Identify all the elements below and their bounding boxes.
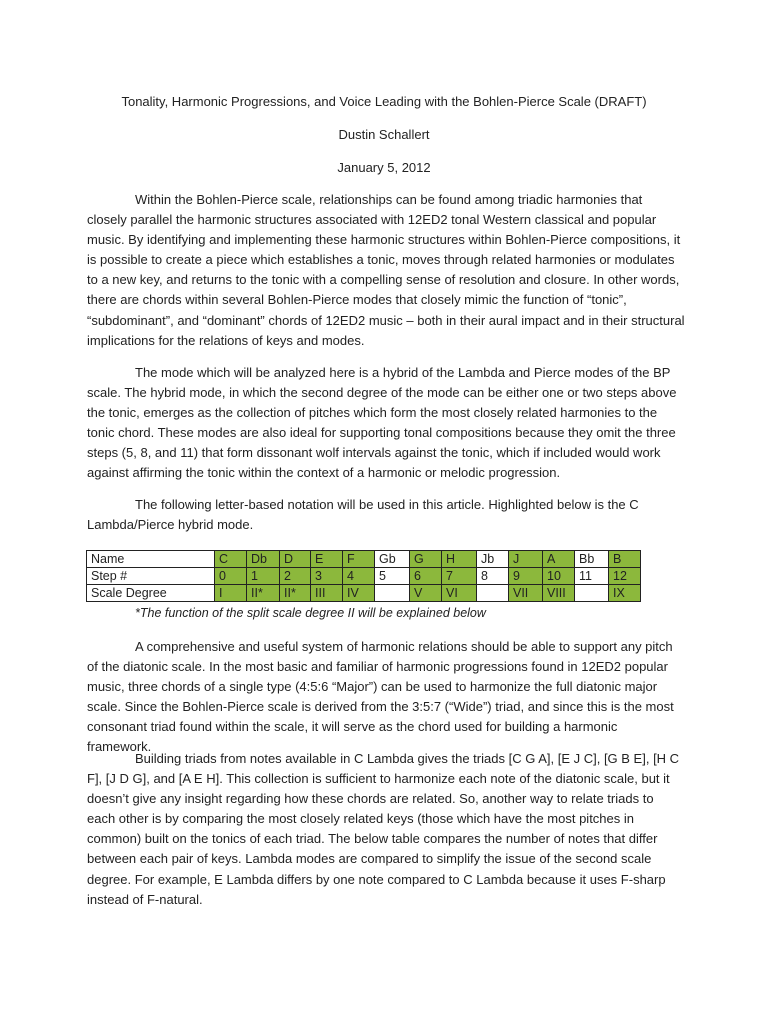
table-row-step xyxy=(87,568,641,585)
document-title: Tonality, Harmonic Progressions, and Voice Leading with the Bohlen-Pierce Scale (DRAFT) xyxy=(121,94,647,109)
step-number-cell: 5 xyxy=(375,568,410,585)
note-name-cell: A xyxy=(543,551,575,568)
step-number-cell: 2 xyxy=(280,568,311,585)
step-number-cell: 11 xyxy=(575,568,609,585)
step-number-cell: 8 xyxy=(477,568,509,585)
note-name-cell: C xyxy=(215,551,247,568)
step-number-cell: 10 xyxy=(543,568,575,585)
scale-degree-cell: IV xyxy=(343,585,375,602)
table-footnote: *The function of the split scale degree II will be explained below xyxy=(135,606,486,620)
note-name-cell: D xyxy=(280,551,311,568)
table-row-scale-degree xyxy=(87,585,641,602)
step-number-cell: 7 xyxy=(442,568,477,585)
step-number-cell: 1 xyxy=(247,568,280,585)
note-name-cell: E xyxy=(311,551,343,568)
step-number-cell: 0 xyxy=(215,568,247,585)
note-name-cell: J xyxy=(509,551,543,568)
paragraph-triads: Building triads from notes available in C Lambda gives the triads [C G A], [E J C], [G B E], [H C F], [J D G], and [A E H]. This collection is sufficient to harmonize each note of the diatonic scale, but it doesn’t give any insight regarding how these chords are related. So, another way to relate triads to each other is by comparing the most closely related keys (those which have the most pitches in common) built on the tonics of each triad. The below table compares the number of notes that differ between each pair of keys. Lambda modes are compared to simplify the issue of the second scale degree. For example, E Lambda differs by one note compared to C Lambda because it uses F-sharp instead of F-natural. xyxy=(87,751,680,907)
scale-degree-cell: IX xyxy=(609,585,641,602)
row-label-cell: Scale Degree xyxy=(87,585,215,602)
note-name-cell: H xyxy=(442,551,477,568)
paragraph-notation: The following letter-based notation will be used in this article. Highlighted below is the C Lambda/Pierce hybrid mode. xyxy=(87,497,639,533)
step-number-cell: 6 xyxy=(410,568,442,585)
scale-degree-cell xyxy=(575,585,609,602)
scale-degree-cell: VII xyxy=(509,585,543,602)
note-name-cell: Jb xyxy=(477,551,509,568)
scale-degree-cell: VIII xyxy=(543,585,575,602)
step-number-cell: 4 xyxy=(343,568,375,585)
step-number-cell: 9 xyxy=(509,568,543,585)
document-author: Dustin Schallert xyxy=(338,127,430,142)
note-name-cell: Gb xyxy=(375,551,410,568)
scale-degree-cell xyxy=(477,585,509,602)
paragraph-harmonic-relations: A comprehensive and useful system of harmonic relations should be able to support any pitch of the diatonic scale. In the most basic and familiar of harmonic progressions found in 12ED2 popular music, three chords of a single type (4:5:6 “Major”) can be used to harmonize the full diatonic major scale. Since the Bohlen-Pierce scale is derived from the 3:5:7 (“Wide”) triad, and since this is the most consonant triad found within the scale, it will serve as the chord used for building a harmonic framework. xyxy=(87,639,674,755)
paragraph-mode: The mode which will be analyzed here is a hybrid of the Lambda and Pierce modes of the BP scale. The hybrid mode, in which the second degree of the mode can be either one or two steps above the tonic, emerges as the collection of pitches which form the most closely related harmonies to the tonic chord. These modes are also ideal for supporting tonal compositions because they omit the three steps (5, 8, and 11) that form dissonant wolf intervals against the tonic, which if included would work against affirming the tonic within the context of a harmonic or melodic progression. xyxy=(87,365,677,481)
step-number-cell: 12 xyxy=(609,568,641,585)
row-label-cell: Step # xyxy=(87,568,215,585)
scale-degree-cell xyxy=(375,585,410,602)
note-name-cell: B xyxy=(609,551,641,568)
scale-degree-cell: II* xyxy=(247,585,280,602)
scale-degree-cell: II* xyxy=(280,585,311,602)
table-row-name xyxy=(87,551,641,568)
note-name-cell: G xyxy=(410,551,442,568)
note-name-cell: F xyxy=(343,551,375,568)
note-name-cell: Db xyxy=(247,551,280,568)
scale-table xyxy=(86,550,641,602)
row-label-cell: Name xyxy=(87,551,215,568)
scale-degree-cell: III xyxy=(311,585,343,602)
step-number-cell: 3 xyxy=(311,568,343,585)
document-date: January 5, 2012 xyxy=(337,160,431,175)
scale-degree-cell: VI xyxy=(442,585,477,602)
scale-degree-cell: I xyxy=(215,585,247,602)
note-name-cell: Bb xyxy=(575,551,609,568)
scale-degree-cell: V xyxy=(410,585,442,602)
paragraph-intro: Within the Bohlen-Pierce scale, relationships can be found among triadic harmonies that closely parallel the harmonic structures associated with 12ED2 tonal Western classical and popular music. By identifying and implementing these harmonic structures within Bohlen-Pierce compositions, it is possible to create a piece which establishes a tonic, moves through related harmonies or modulates to a new key, and returns to the tonic with a compelling sense of resolution and closure. In other words, there are chords within several Bohlen-Pierce modes that closely mimic the function of “tonic”, “subdominant”, and “dominant” chords of 12ED2 music – both in their aural impact and in their structural implications for the relations of keys and modes. xyxy=(87,192,685,348)
